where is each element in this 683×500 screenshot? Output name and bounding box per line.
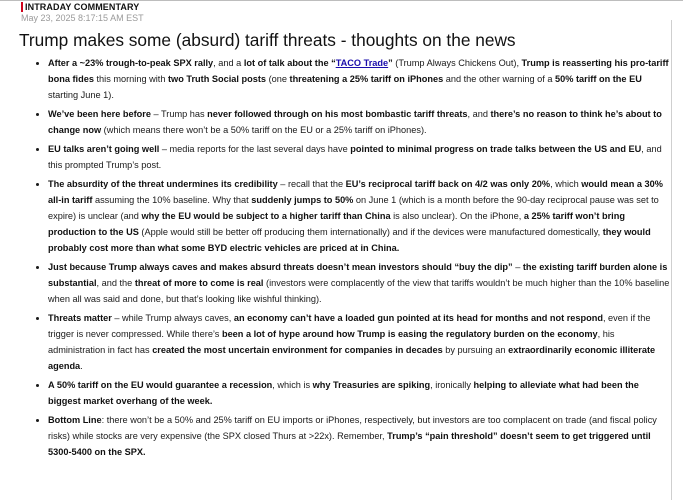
body-text: (Apple would still be better off producing them internationally) and if the devices were manufactured domestically, [138,227,603,237]
bold-text: been a lot of hype around how Trump is easing the regulatory burden on the economy [221,329,598,339]
body-text: is also unclear). On the iPhone, [390,211,524,221]
body-text: and the other warning of a [443,74,556,84]
body-text: , and [467,109,491,119]
right-border [671,20,672,500]
body-text: : there won’t be a 50% and 25% tariff on EU imports or iPhones, respectively, but investors are too complacent on trade (and fiscal policy risks) while stocks are very expensive (the SPX closed Thurs at >22x). Remember, [48,415,657,441]
bold-text: extraordinarily economic illiterate agenda [48,345,656,371]
section-label: INTRADAY COMMENTARY [21,2,144,12]
bold-text: Threats matter [48,313,112,323]
bold-text: EU talks aren’t going well [48,144,160,154]
taco-trade-link[interactable]: TACO Trade [335,58,389,68]
commentary-bullet [48,55,673,103]
body-text: , his administration in fact has [48,329,615,355]
body-text: , and a [213,58,244,68]
body-text: – [512,262,523,272]
bold-text: lot of talk about the “ [243,58,336,68]
bold-text: never followed through on his most bombastic tariff threats [207,109,468,119]
body-text: this morning with [93,74,168,84]
commentary-bullet [48,377,673,409]
commentary-bullet-list [30,55,673,463]
bold-text: 50% tariff on the EU [555,74,642,84]
bold-text: Trump is reasserting his pro-tariff bona fides [48,58,669,84]
bold-text: a 25% tariff won’t bring production to the US [48,211,625,237]
body-text: (Trump Always Chickens Out), [392,58,522,68]
body-text: by pursuing an [442,345,509,355]
bold-text: created the most uncertain environment for companies in decades [152,345,443,355]
bold-text: ” [388,58,393,68]
bold-text: suddenly jumps to 50% [251,195,354,205]
bold-text: there’s no reason to think he’s about to change now [48,109,662,135]
body-text: – media reports for the last several days have [159,144,351,154]
body-text: – Trump has [150,109,208,119]
body-text: (which means there won’t be a 50% tariff on the EU or a 25% tariff on iPhones). [101,125,427,135]
body-text: , ironically [430,380,474,390]
body-text: , even if the trigger is never compressed. While there’s [48,313,651,339]
body-text: . [80,361,83,371]
bold-text: EU’s reciprocal tariff back on 4/2 was only 20% [345,179,551,189]
commentary-bullet [48,141,673,173]
bold-text: the existing tariff burden alone is substantial [48,262,668,288]
body-text: , and the [96,278,135,288]
bold-text: We’ve been here before [48,109,151,119]
body-text: on June 1 (which is a month before the 90-day reciprocal pause was set to expire) is unclear (and [48,195,659,221]
bold-text: they would probably cost more than what some BYD electric vehicles are priced at in China. [48,227,651,253]
bold-text: A 50% tariff on the EU would guarantee a recession [48,380,273,390]
bold-text: pointed to minimal progress on trade talks between the US and EU [350,144,642,154]
body-text: starting June 1). [48,90,114,100]
article-headline: Trump makes some (absurd) tariff threats - thoughts on the news [19,30,516,50]
body-text: – while Trump always caves, [111,313,234,323]
publish-timestamp: May 23, 2025 8:17:15 AM EST [21,13,144,23]
body-text: , and this prompted Trump’s post. [48,144,662,170]
bold-text: would mean a 30% all-in tariff [48,179,663,205]
bold-text: an economy can’t have a loaded gun pointed at its head for months and not respond [233,313,603,323]
bold-text: After a ~23% trough-to-peak SPX rally [48,58,214,68]
bold-text: helping to alleviate what had been the biggest market overhang of the week. [48,380,639,406]
article-header [21,2,144,24]
commentary-bullet [48,412,673,460]
bold-text: Bottom Line [48,415,102,425]
bold-text: threatening a 25% tariff on iPhones [289,74,444,84]
commentary-bullet [48,310,673,374]
bold-text: Just because Trump always caves and makes absurd threats doesn’t mean investors should “buy the dip” [48,262,513,272]
bold-text: why the EU would be subject to a higher tariff than China [141,211,391,221]
bold-text: Trump’s “pain threshold” doesn’t seem to get triggered until 5300-5400 on the SPX. [48,431,651,457]
body-text: , which is [272,380,313,390]
top-divider [0,0,683,1]
bold-text: why Treasuries are spiking [312,380,431,390]
bold-text: threat of more to come is real [134,278,264,288]
commentary-bullet [48,259,673,307]
body-text: – recall that the [277,179,346,189]
bold-text: two Truth Social posts [168,74,267,84]
body-text: , which [550,179,582,189]
body-text: (investors were complacently of the view that tariffs wouldn’t be much higher than the 10% baseline when all was said and done, but that’s looking like wishful thinking). [48,278,670,304]
commentary-bullet [48,106,673,138]
body-text: (one [266,74,290,84]
commentary-bullet [48,176,673,256]
body-text: assuming the 10% baseline. Why that [92,195,252,205]
bold-text: The absurdity of the threat undermines its credibility [48,179,278,189]
